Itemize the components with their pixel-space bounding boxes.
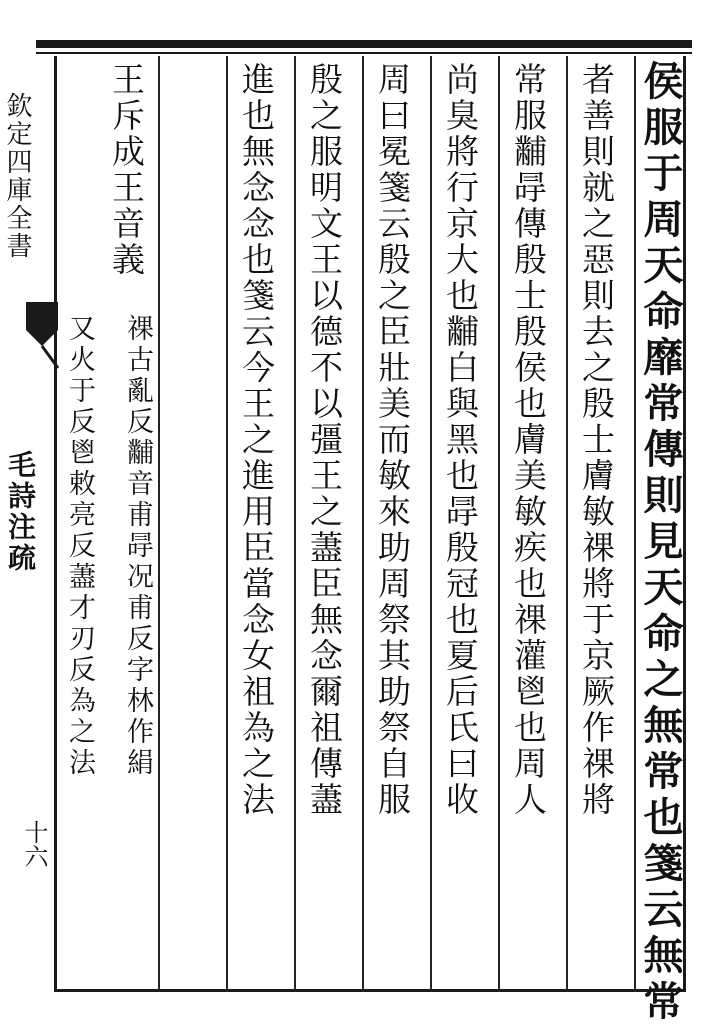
annotation-column-left: 又火于反鬯敕亮反藎才刃反為之法 <box>64 314 95 779</box>
column-rule <box>362 56 364 992</box>
column-rule <box>634 56 636 992</box>
column-rule <box>226 56 228 992</box>
margin-book-title: 欽定四庫全書 <box>2 92 32 260</box>
text-column-4: 尚臭將行京大也黼白與黑也冔殷冠也夏后氏曰收 <box>441 62 480 818</box>
top-border-thin <box>36 52 692 54</box>
column-rule <box>498 56 500 992</box>
text-column-5: 周曰冕箋云殷之臣壯美而敏來助周祭其助祭自服 <box>373 62 412 818</box>
page-margin <box>0 40 48 1000</box>
column-rule <box>566 56 568 992</box>
text-column-1: 侯服于周天命靡常傳則見天命之無常也箋云無常 <box>637 60 684 1026</box>
text-column-6: 殷之服明文王以德不以彊王之藎臣無念爾祖傳藎 <box>305 62 344 818</box>
text-column-8: 王斥成王音義 <box>107 62 146 278</box>
top-border-heavy <box>36 40 692 48</box>
margin-section-title: 毛詩注疏 <box>4 450 37 574</box>
annotation-column-right: 祼古亂反黼音甫冔况甫反字林作絹 <box>122 314 153 779</box>
text-column-7: 進也無念念也箋云今王之進用臣當念女祖為之法 <box>237 62 276 818</box>
column-rule <box>158 56 160 992</box>
margin-page-number: 十六 <box>20 820 48 868</box>
text-column-3: 常服黼冔傳殷士殷侯也膚美敏疾也祼灌鬯也周人 <box>509 62 548 818</box>
text-column-2: 者善則就之惡則去之殷士膚敏祼將于京厥作祼將 <box>577 62 616 818</box>
column-rule <box>294 56 296 992</box>
column-rule <box>430 56 432 992</box>
